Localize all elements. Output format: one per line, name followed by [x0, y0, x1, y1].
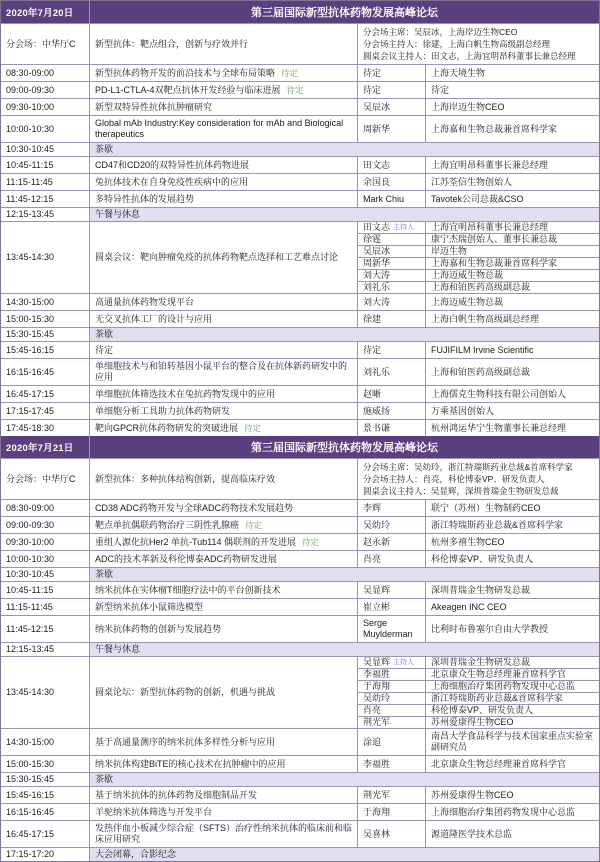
speaker-affiliation: 上海岸迈生物CEO — [425, 99, 599, 115]
speaker-affiliation: 杭州多禧生物CEO — [425, 534, 599, 550]
speaker-affiliation: 江苏荃信生物创始人 — [425, 174, 599, 190]
session-topic — [89, 804, 357, 820]
panelist-affiliation: 科伦博泰VP、研发负责人 — [425, 705, 599, 716]
speaker-affiliation: Akeagen INC CEO — [425, 599, 599, 615]
topic-text: 多特异性抗体的发展趋势 — [95, 193, 195, 204]
panelist-row — [357, 269, 599, 281]
session-topic — [89, 599, 357, 615]
session-topic — [89, 821, 357, 847]
topic-text: 羊驼纳米抗体筛选与开发平台 — [95, 806, 213, 817]
session-topic — [89, 65, 357, 81]
time-slot: 11:15-11:45 — [6, 601, 53, 612]
forum-title: 第三届国际新型抗体药物发展高峰论坛 — [89, 1, 599, 23]
panelist-row — [357, 668, 599, 680]
schedule-row — [1, 81, 599, 98]
panelist-name-text: 田文志 — [363, 222, 391, 232]
time-slot: 09:00-09:30 — [6, 519, 55, 530]
time-slot: 13:45-14:30 — [6, 687, 55, 697]
topic-text: 纳米抗体在实体瘤T细胞疗法中的平台创新技术 — [95, 584, 281, 595]
time-slot: 10:30-10:45 — [6, 144, 55, 154]
break-row — [1, 772, 599, 786]
track-title: 新型抗体：靶点组合，创新与疗效并行 — [89, 24, 357, 64]
moderator-tag: 主持人 — [393, 659, 415, 666]
time-slot: 16:45-17:15 — [6, 828, 55, 839]
speaker-name: 吴幼玲 — [357, 517, 425, 533]
speaker-name: 景书谦 — [357, 420, 425, 436]
topic-text: 基于纳米抗体的抗体药物及细胞制品开发 — [95, 789, 258, 800]
speaker-affiliation: 上海白帆生物高级副总经理 — [425, 311, 599, 327]
time-slot: 10:45-11:15 — [6, 584, 54, 595]
schedule-row — [1, 755, 599, 772]
speaker-affiliation: 待定 — [425, 82, 599, 98]
time-slot: 11:45-12:15 — [6, 623, 54, 634]
speaker-name: 余国良 — [357, 174, 425, 190]
speaker-affiliation: 上海嘉和生物总裁兼首席科学家 — [425, 116, 599, 142]
topic-text: 纳米抗体药物的创新与发展趋势 — [95, 623, 222, 634]
topic-text: 待定 — [95, 344, 114, 355]
track-title: 新型抗体：多种抗体结构创新，提高临床疗效 — [89, 459, 357, 499]
schedule-row — [1, 293, 599, 310]
chair-line: 分会场主席：吴幼玲，浙江特瑞斯药业总裁&首席科学家 — [363, 462, 573, 472]
speaker-name: 肖亮 — [357, 551, 425, 567]
panel-row — [1, 221, 599, 293]
speaker-name: 徐建 — [357, 311, 425, 327]
time-slot: 10:00-10:30 — [6, 553, 55, 564]
panelist-row — [357, 716, 599, 728]
panelist-name — [357, 693, 425, 704]
speaker-affiliation: 上海儒克生物科技有限公司创始人 — [425, 386, 599, 402]
time-slot: 14:30-15:00 — [6, 296, 55, 307]
time-slot: 15:00-15:30 — [6, 758, 55, 769]
schedule-rows — [1, 499, 599, 861]
schedule-row — [1, 402, 599, 419]
panel-row — [1, 656, 599, 728]
session-info-row — [1, 23, 599, 64]
panelist-name — [357, 246, 425, 257]
tbd-tag: 待定 — [245, 519, 263, 530]
speaker-name: 吴显辉 — [357, 582, 425, 598]
time-slot: 15:30-15:45 — [6, 329, 55, 339]
panelist-name-text: 刘礼乐 — [363, 282, 391, 292]
speaker-affiliation: 科伦博泰VP、研发负责人 — [425, 551, 599, 567]
schedule-row — [1, 190, 599, 207]
session-topic — [89, 403, 357, 419]
schedule-row — [1, 98, 599, 115]
topic-text: 单细胞分析工具助力抗体药物研发 — [95, 405, 231, 416]
moderator-tag: 主持人 — [393, 224, 415, 231]
topic-text: 单细胞抗体筛选技术在兔抗药物发现中的应用 — [95, 388, 276, 399]
schedule-row — [1, 156, 599, 173]
speaker-name: 吴喜林 — [357, 821, 425, 847]
session-info-row — [1, 458, 599, 499]
panelist-row — [357, 257, 599, 269]
topic-text: 新型抗体药物开发的前沿技术与全球布局策略 — [95, 67, 276, 78]
panelist-affiliation: 上海和铂医药高级副总裁 — [425, 282, 599, 293]
session-topic — [89, 534, 357, 550]
panelist-affiliation: 苏州爱康得生物CEO — [425, 717, 599, 728]
schedule-row — [1, 786, 599, 803]
time-slot: 15:00-15:30 — [6, 313, 55, 324]
schedule-row — [1, 358, 599, 385]
forum-title: 第三届国际新型抗体药物发展高峰论坛 — [89, 436, 599, 458]
schedule-row — [1, 728, 599, 755]
topic-text: Global mAb Industry:Key consideration for mAb and Biological therapeutics — [95, 118, 344, 139]
speaker-name: 荆光军 — [357, 787, 425, 803]
tbd-tag: 待定 — [244, 422, 262, 433]
time-slot: 11:45-12:15 — [6, 193, 54, 204]
time-slot: 14:30-15:00 — [6, 736, 55, 747]
speaker-affiliation: 浙江特瑞斯药业总裁&首席科学家 — [425, 517, 599, 533]
time-slot: 10:45-11:15 — [6, 159, 54, 170]
time-slot: 10:30-10:45 — [6, 569, 55, 579]
venue-name: 分会场：中华厅C — [6, 473, 76, 484]
speaker-affiliation: 上海宜明昂科董事长兼总经理 — [425, 157, 599, 173]
panelist-row — [357, 657, 599, 668]
topic-text: PD-L1-CTLA-4双靶点抗体开发经验与临床进展 — [95, 84, 281, 95]
session-topic — [89, 517, 357, 533]
schedule-row — [1, 499, 599, 516]
time-slot: 08:30-09:00 — [6, 67, 55, 78]
speaker-affiliation: 上海天境生物 — [425, 65, 599, 81]
session-topic — [89, 342, 357, 358]
time-slot: 12:15-13:45 — [6, 209, 55, 219]
panelist-affiliation: 北京康众生物总经理兼首席科学官 — [425, 669, 599, 680]
session-topic — [89, 174, 357, 190]
session-topic — [89, 157, 357, 173]
chair-line: 圆桌会议主持人：田文志，上海宜明昂科董事长兼总经理 — [363, 51, 576, 61]
topic-text: 基于高通量测序的纳米抗体多样性分析与应用 — [95, 736, 276, 747]
panelist-name — [357, 282, 425, 293]
schedule-row — [1, 385, 599, 402]
panelist-row — [357, 704, 599, 716]
time-slot: 10:00-10:30 — [6, 123, 55, 134]
session-topic — [89, 99, 357, 115]
time-slot: 09:30-10:00 — [6, 536, 55, 547]
session-topic — [89, 616, 357, 642]
time-slot: 16:15-16:45 — [6, 806, 55, 817]
chair-line: 分会场主持人：徐建，上海白帆生物高级副总经理 — [363, 39, 551, 49]
session-topic — [89, 582, 357, 598]
speaker-name: 施威扬 — [357, 403, 425, 419]
speaker-affiliation: 上海和铂医药高级副总裁 — [425, 359, 599, 385]
speaker-name: 于海翔 — [357, 804, 425, 820]
speaker-name: Serge Muylderman — [357, 616, 425, 642]
topic-text: ADC的技术革新及科伦博泰ADC药物研发进展 — [95, 553, 278, 564]
break-label: 茶歇 — [89, 568, 599, 581]
break-row — [1, 142, 599, 156]
time-slot: 08:30-09:00 — [6, 502, 55, 513]
break-row — [1, 847, 599, 861]
speaker-affiliation: Tavotek公司总裁&CSO — [425, 191, 599, 207]
speaker-name: Mark Chiu — [357, 191, 425, 207]
day-date: 2020年7月21日 — [6, 443, 74, 454]
topic-text: CD47和CD20的双特异性抗体药物进展 — [95, 159, 250, 170]
panelist-name-text: 刘大涛 — [363, 270, 391, 280]
session-topic — [89, 756, 357, 772]
panelist-affiliation: 上海细胞治疗集团药物发现中心总监 — [425, 681, 599, 692]
time-slot: 09:30-10:00 — [6, 101, 55, 112]
panelist-row — [357, 222, 599, 233]
schedule-row — [1, 419, 599, 436]
speaker-affiliation: 万乘基因创始人 — [425, 403, 599, 419]
time-slot: 17:45-18:30 — [6, 422, 55, 433]
schedule-row — [1, 598, 599, 615]
panelist-name-text: 吴显辉 — [363, 657, 391, 667]
panelist-name-text: 吴辰冰 — [363, 246, 391, 256]
panelist-affiliation: 浙江特瑞斯药业总裁&首席科学家 — [425, 693, 599, 704]
session-topic — [89, 500, 357, 516]
chairs-cell — [357, 24, 599, 64]
panelist-row — [357, 680, 599, 692]
topic-text: 靶向GPCR抗体药物研发的突破进展 — [95, 422, 239, 433]
speaker-name: 待定 — [357, 65, 425, 81]
chair-line: 分会场主席：吴辰冰，上海岸迈生物CEO — [363, 27, 518, 37]
speaker-name: 刘大涛 — [357, 294, 425, 310]
session-topic — [89, 82, 357, 98]
panelist-affiliation: 上海宜明昂科董事长兼总经理 — [425, 222, 599, 233]
speaker-name: 待定 — [357, 82, 425, 98]
session-topic — [89, 311, 357, 327]
panelist-name — [357, 222, 425, 233]
day-section — [1, 1, 599, 436]
schedule-row — [1, 115, 599, 142]
speaker-name: 李辉 — [357, 500, 425, 516]
time-slot: 15:45-16:15 — [6, 344, 55, 355]
panelist-affiliation: 深圳普瑞金生物研发总裁 — [425, 657, 599, 668]
speaker-affiliation: 北京康众生物总经理兼首席科学官 — [425, 756, 599, 772]
day-section — [1, 436, 599, 861]
panelist-name — [357, 234, 425, 245]
topic-text: 无交叉抗体工厂的设计与应用 — [95, 313, 213, 324]
panelist-name — [357, 669, 425, 680]
session-topic — [89, 787, 357, 803]
chairs-cell — [357, 459, 599, 499]
chair-line: 分会场主持人：肖亮，科伦博泰VP、研发负责人 — [363, 474, 545, 484]
panelist-affiliation: 岸迈生物 — [425, 246, 599, 257]
panelist-name — [357, 270, 425, 281]
tbd-tag: 待定 — [302, 536, 320, 547]
panel-topic: 圆桌会议：靶向肿瘤免疫的抗体药物靶点选择和工艺难点讨论 — [89, 222, 357, 293]
time-slot: 12:15-13:45 — [6, 644, 55, 654]
panelist-name — [357, 657, 425, 668]
topic-text: 兔抗体技术在自身免疫性疾病中的应用 — [95, 176, 249, 187]
speaker-affiliation: 南昌大学食品科学与技术国家重点实验室副研究员 — [425, 729, 599, 755]
time-slot: 16:45-17:15 — [6, 388, 55, 399]
session-topic — [89, 420, 357, 436]
panelist-name — [357, 681, 425, 692]
panelist-name-text: 周新华 — [363, 258, 391, 268]
schedule-row — [1, 310, 599, 327]
schedule-row — [1, 615, 599, 642]
day-header-row — [1, 1, 599, 23]
tbd-tag: 待定 — [286, 84, 304, 95]
session-topic — [89, 294, 357, 310]
session-topic — [89, 386, 357, 402]
topic-text: 发热伴血小板减少综合症（SFTS）治疗性纳米抗体的临床前和临床应用研究 — [95, 823, 353, 844]
schedule-row — [1, 341, 599, 358]
speaker-name: 赵永新 — [357, 534, 425, 550]
topic-text: 新型双特异性抗体抗肿瘤研究 — [95, 101, 213, 112]
panelist-row — [357, 245, 599, 257]
day-date: 2020年7月20日 — [6, 8, 74, 19]
speaker-name: 李福胜 — [357, 756, 425, 772]
panelist-affiliation: 康宁杰瑞创始人、董事长兼总裁 — [425, 234, 599, 245]
break-label: 茶歇 — [89, 328, 599, 341]
time-slot: 17:15-17:45 — [6, 405, 55, 416]
session-topic — [89, 191, 357, 207]
topic-text: 靶点单抗偶联药物治疗三阴性乳腺癌 — [95, 519, 240, 530]
schedule-row — [1, 533, 599, 550]
panelist-name-text: 李福胜 — [363, 669, 391, 679]
speaker-affiliation: 比利时布鲁塞尔自由大学教授 — [425, 616, 599, 642]
panelist-affiliation: 上海迈威生物总裁 — [425, 270, 599, 281]
speaker-affiliation: 苏州爱康得生物CEO — [425, 787, 599, 803]
topic-text: 新型纳米抗体小鼠筛选模型 — [95, 601, 204, 612]
break-row — [1, 207, 599, 221]
time-slot: 17:15-17:20 — [6, 849, 55, 859]
schedule-row — [1, 550, 599, 567]
speaker-name: 吴辰冰 — [357, 99, 425, 115]
speaker-affiliation: 源道隆医学技术总监 — [425, 821, 599, 847]
topic-text: 重组人源化抗Her2 单抗-Tub114 偶联剂的开发进展 — [95, 536, 297, 547]
schedule-row — [1, 173, 599, 190]
panelists — [357, 222, 599, 293]
panelist-name-text: 肖亮 — [363, 705, 382, 715]
venue-name: 分会场：中华厅C — [6, 38, 76, 49]
schedule-row — [1, 64, 599, 81]
panelist-name-text: 荆光军 — [363, 717, 391, 727]
panelist-row — [357, 692, 599, 704]
speaker-name: 刘礼乐 — [357, 359, 425, 385]
panelist-name — [357, 258, 425, 269]
speaker-affiliation: 杭州鸿运华宁生物董事长兼总经理 — [425, 420, 599, 436]
day-header-row — [1, 436, 599, 458]
speaker-affiliation: 联宁（苏州）生物制药CEO — [425, 500, 599, 516]
panelist-row — [357, 233, 599, 245]
speaker-name: 崔立彬 — [357, 599, 425, 615]
session-topic — [89, 116, 357, 142]
speaker-name: 待定 — [357, 342, 425, 358]
session-topic — [89, 729, 357, 755]
speaker-name: 赵晰 — [357, 386, 425, 402]
schedule-rows — [1, 64, 599, 436]
speaker-affiliation: FUJIFILM Irvine Scientific — [425, 342, 599, 358]
chair-line: 圆桌会议主持人：吴显辉，深圳普瑞金生物研发总裁 — [363, 486, 559, 496]
speaker-name: 涂追 — [357, 729, 425, 755]
topic-text: 纳米抗体构建BiTE的核心技术在抗肿瘤中的应用 — [95, 758, 286, 769]
speaker-affiliation: 上海细胞治疗集团药物发现中心总监 — [425, 804, 599, 820]
time-slot: 13:45-14:30 — [6, 252, 55, 262]
time-slot: 11:15-11:45 — [6, 176, 53, 187]
break-label: 午餐与休息 — [89, 208, 599, 221]
topic-text: 高通量抗体药物发现平台 — [95, 296, 195, 307]
break-label: 大会闭幕，合影纪念 — [89, 848, 599, 861]
speaker-affiliation: 上海迈威生物总裁 — [425, 294, 599, 310]
speaker-name: 周新华 — [357, 116, 425, 142]
schedule-row — [1, 803, 599, 820]
panel-topic: 圆桌论坛：新型抗体药物的创新，机遇与挑战 — [89, 657, 357, 728]
break-row — [1, 642, 599, 656]
schedule-row — [1, 516, 599, 533]
time-slot: 15:30-15:45 — [6, 774, 55, 784]
break-row — [1, 567, 599, 581]
panelist-affiliation: 上海嘉和生物总裁兼首席科学家 — [425, 258, 599, 269]
panelists — [357, 657, 599, 728]
time-slot: 09:00-09:30 — [6, 84, 55, 95]
tbd-tag: 待定 — [281, 67, 299, 78]
panelist-name-text: 于海翔 — [363, 681, 391, 691]
speaker-affiliation: 深圳普瑞金生物研发总裁 — [425, 582, 599, 598]
topic-text: 单细胞技术与和铂转基因小鼠平台的整合及在抗体新药研发中的应用 — [95, 361, 348, 382]
session-topic — [89, 359, 357, 385]
break-label: 午餐与休息 — [89, 643, 599, 656]
break-label: 茶歇 — [89, 773, 599, 786]
break-label: 茶歇 — [89, 143, 599, 156]
panelist-name-text: 徐霆 — [363, 234, 382, 244]
time-slot: 15:45-16:15 — [6, 789, 55, 800]
schedule-row — [1, 581, 599, 598]
panelist-name-text: 吴幼玲 — [363, 693, 391, 703]
session-topic — [89, 551, 357, 567]
panelist-name — [357, 717, 425, 728]
schedule-row — [1, 820, 599, 847]
speaker-name: 田文志 — [357, 157, 425, 173]
panelist-row — [357, 281, 599, 293]
time-slot: 16:15-16:45 — [6, 366, 55, 377]
panelist-name — [357, 705, 425, 716]
break-row — [1, 327, 599, 341]
topic-text: CD38 ADC药物开发与全球ADC药物技术发展趋势 — [95, 502, 294, 513]
